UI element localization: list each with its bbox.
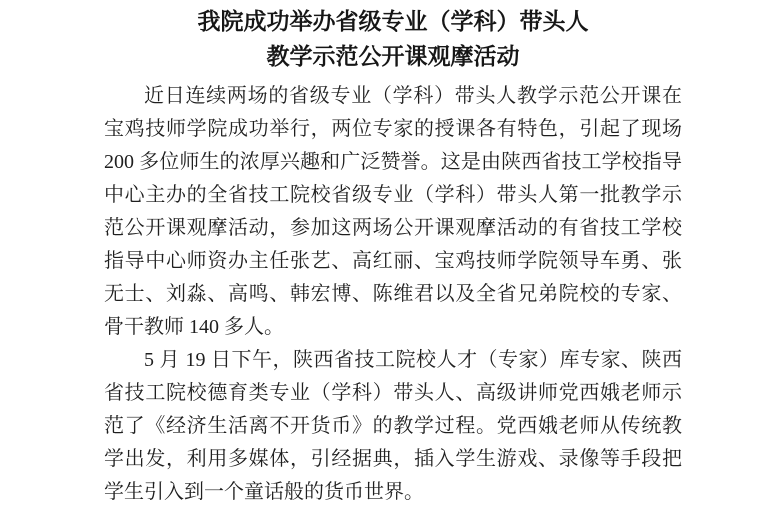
paragraph-2: 5 月 19 日下午，陕西省技工院校人才（专家）库专家、陕西省技工院校德育类专业（学科）带头人、高级讲师党西娥老师示范了《经济生活离不开货币》的教学过程。党西娥老师从传统教学出发，利用多媒体，引经据典，插入学生游戏、录像等手段把学生引入到一个童话般的货币世界。 — [104, 349, 682, 503]
paragraph-1: 近日连续两场的省级专业（学科）带头人教学示范公开课在宝鸡技师学院成功举行，两位专家的授课各有特色，引起了现场 200 多位师生的浓厚兴趣和广泛赞誉。这是由陕西省技工学校指导中心主办的全省技工院校省级专业（学科）带头人第一批教学示范公开课观摩活动，参加这两场公开课观摩活动的有省技工学校指导中心师资办主任张艺、高红丽、宝鸡技师学院领导车勇、张无士、刘淼、高鸣、韩宏博、陈维君以及全省兄弟院校的专家、骨干教师 140 多人。 — [104, 85, 682, 338]
document-title — [104, 4, 682, 74]
document-title-line-2: 教学示范公开课观摩活动 — [266, 44, 520, 69]
document-title-line-1: 我院成功举办省级专业（学科）带头人 — [197, 9, 589, 34]
